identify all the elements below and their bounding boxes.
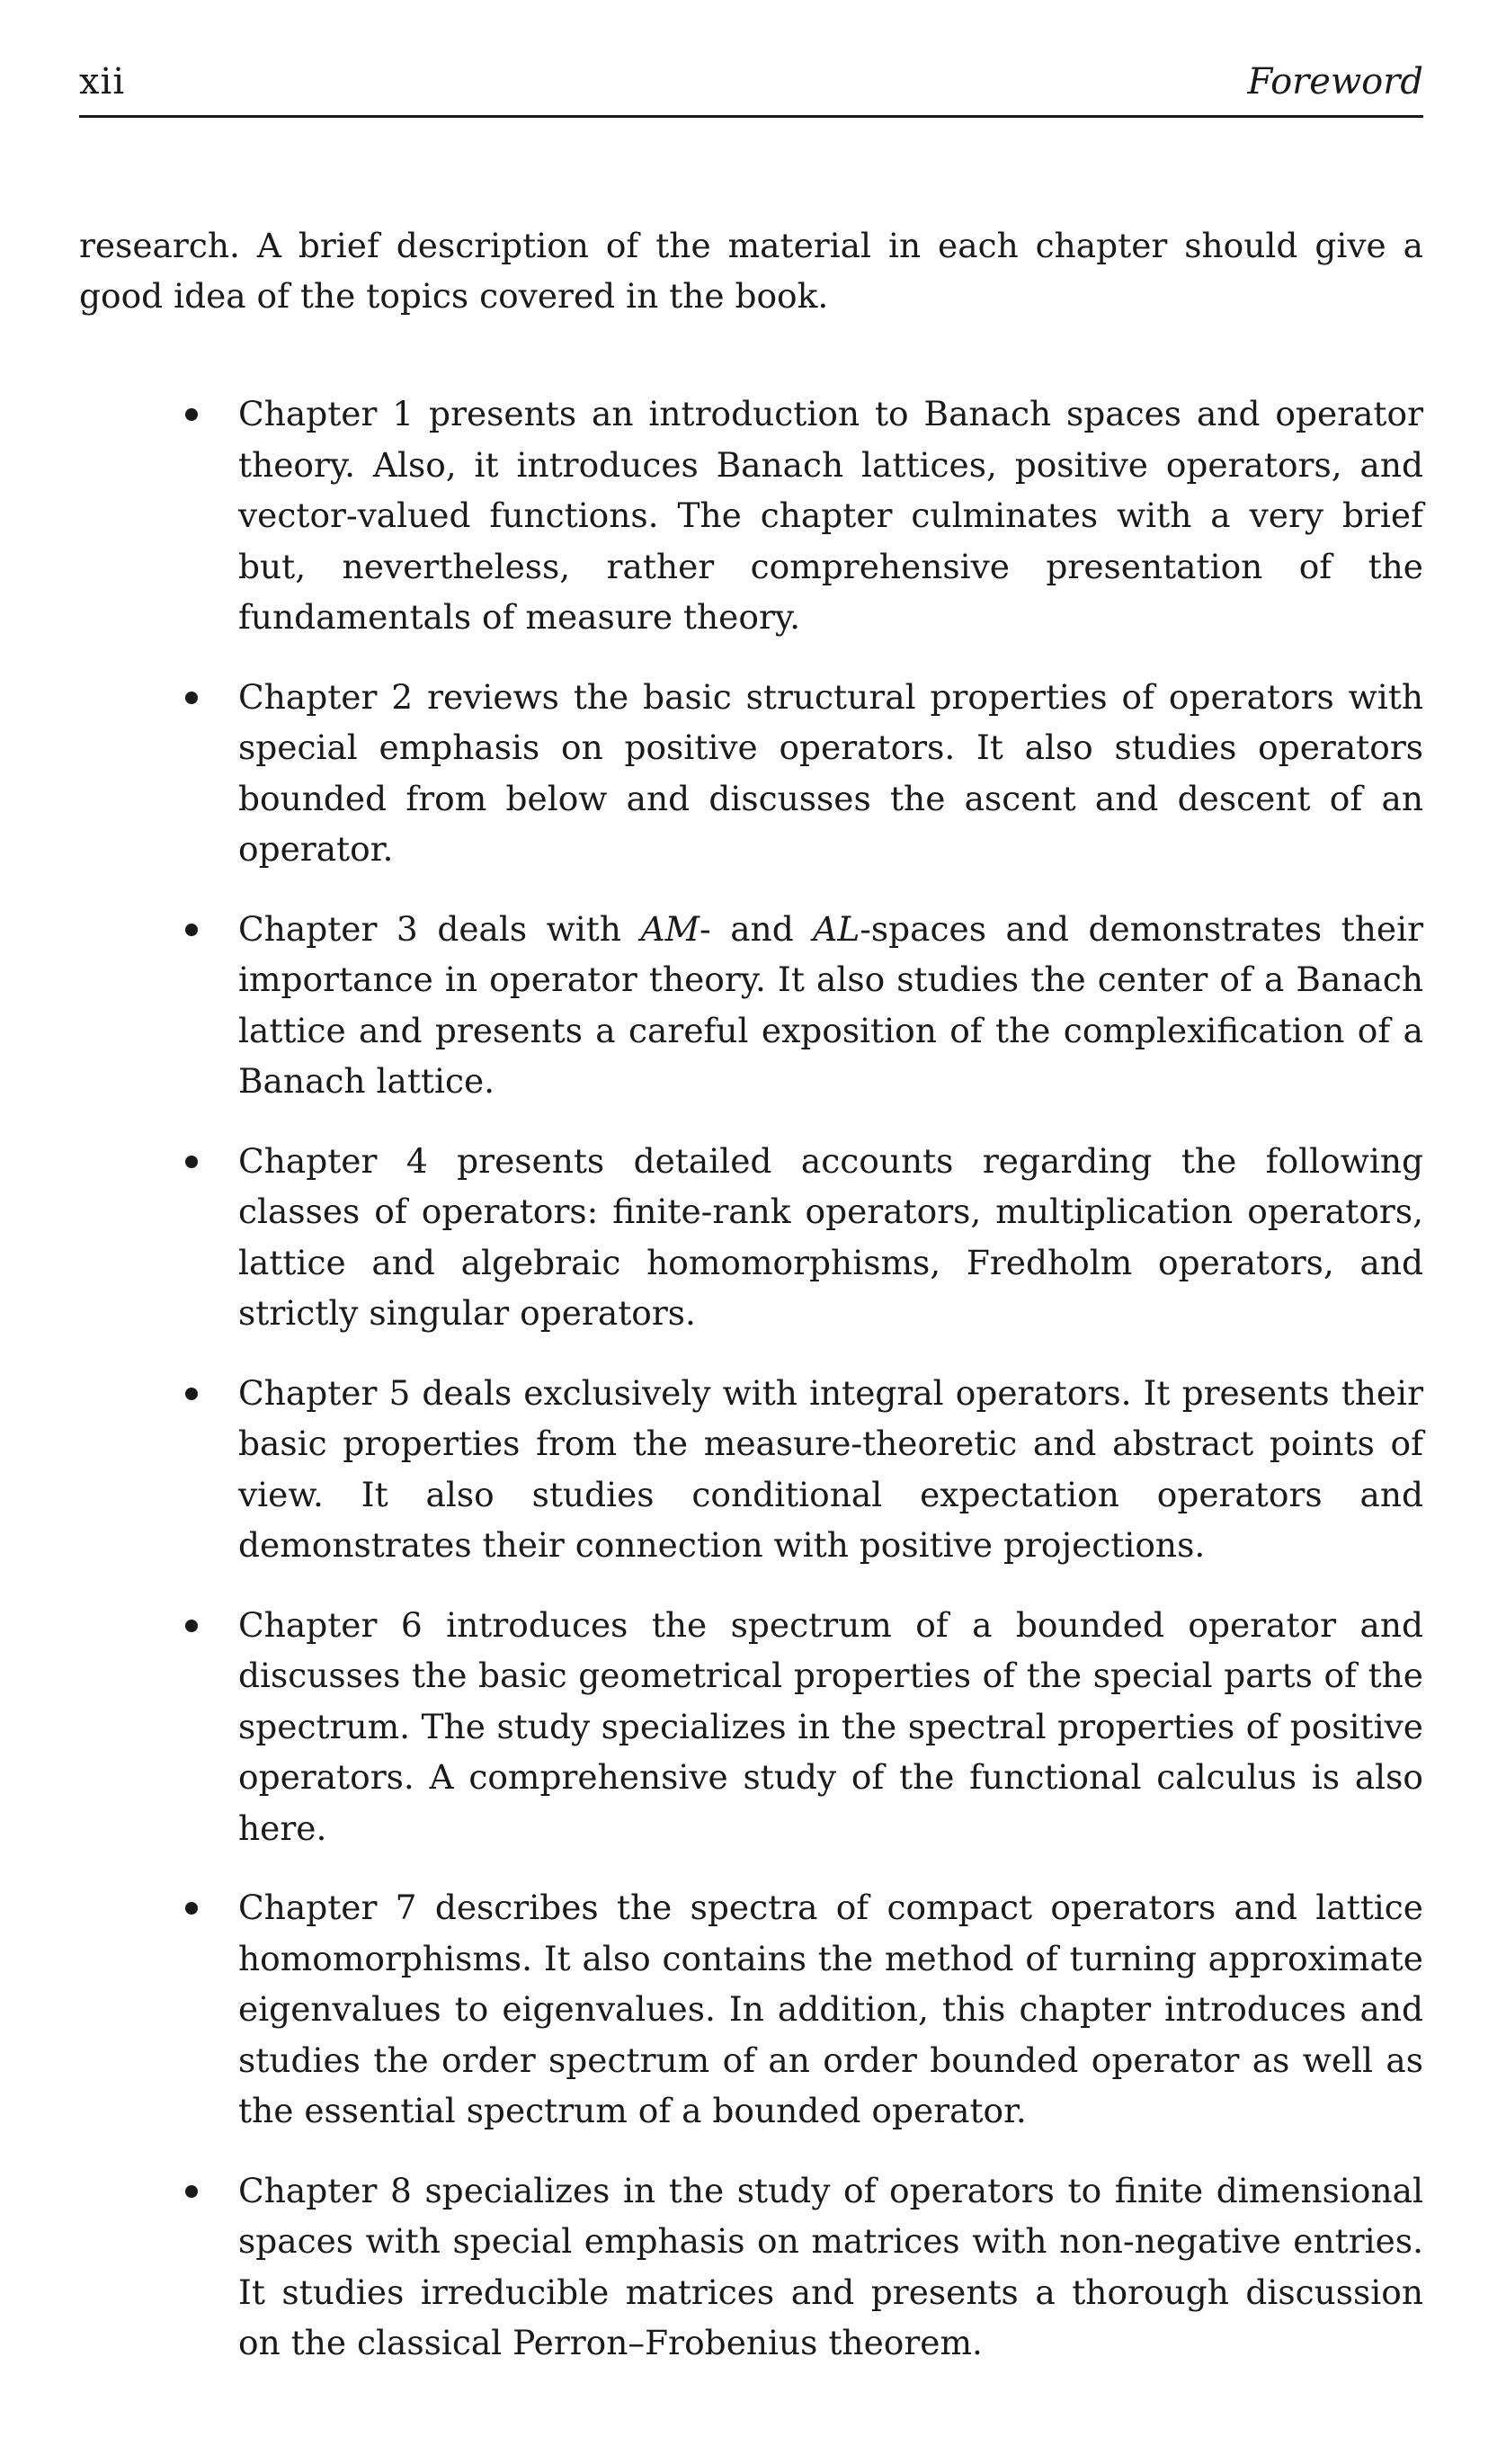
chapter-3-text-mid: - and bbox=[699, 908, 814, 949]
bullet-icon bbox=[185, 1156, 198, 1168]
chapter-8-description: Chapter 8 specializes in the study of operators to finite dimensional spaces with special emphasis on matrices with non-negative entries. It studies irreducible matrices and presents a thorough discussion on the classical Perron–Frobenius theorem. bbox=[238, 2170, 1423, 2362]
chapter-4-description: Chapter 4 presents detailed accounts regarding the following classes of operators: finite-rank operators, multiplication operators, lattice and algebraic homomorphisms, Fredholm operators, and strictly singular operators. bbox=[238, 1140, 1423, 1333]
chapter-4-item bbox=[79, 1136, 1423, 1339]
bullet-icon bbox=[185, 1902, 198, 1915]
chapter-2-item bbox=[79, 672, 1423, 875]
chapter-7-description: Chapter 7 describes the spectra of compact operators and lattice homomorphisms. It also contains the method of turning approximate eigenvalues to eigenvalues. In addition, this chapter introduces and studies the order spectrum of an order bounded operator as well as the essential spectrum of a bounded operator. bbox=[238, 1888, 1423, 2130]
bullet-icon bbox=[185, 408, 198, 421]
chapter-1-item bbox=[79, 388, 1423, 643]
chapter-2-description: Chapter 2 reviews the basic structural properties of operators with special emphasis on positive operators. It also studies operators bounded from below and discusses the ascent and descent of an operator. bbox=[238, 676, 1423, 869]
bullet-icon bbox=[185, 924, 198, 936]
chapter-6-item bbox=[79, 1600, 1423, 1854]
chapter-7-item bbox=[79, 1882, 1423, 2137]
bullet-icon bbox=[185, 692, 198, 704]
running-head bbox=[79, 61, 1423, 115]
bullet-icon bbox=[185, 2185, 198, 2198]
chapter-6-description: Chapter 6 introduces the spectrum of a bounded operator and discusses the basic geometrical properties of the special parts of the spectrum. The study specializes in the spectral properties of positive operators. A comprehensive study of the functional calculus is also here. bbox=[238, 1604, 1423, 1848]
chapter-5-description: Chapter 5 deals exclusively with integral operators. It presents their basic properties from the measure-theoretic and abstract points of view. It also studies conditional expectation operators and demonstrates their connection with positive projections. bbox=[238, 1372, 1423, 1565]
chapter-5-item bbox=[79, 1368, 1423, 1571]
chapter-3-description bbox=[238, 904, 1423, 1107]
bullet-icon bbox=[185, 1620, 198, 1632]
chapter-3-item bbox=[79, 904, 1423, 1107]
chapter-8-item bbox=[79, 2165, 1423, 2369]
chapter-1-description: Chapter 1 presents an introduction to Banach spaces and operator theory. Also, it introduces Banach lattices, positive operators, and vector-valued functions. The chapter culminates with a very brief but, nevertheless, rather comprehensive presentation of the fundamentals of measure theory. bbox=[238, 394, 1423, 637]
chapter-list bbox=[79, 388, 1423, 2397]
header-rule bbox=[79, 115, 1423, 118]
bullet-icon bbox=[185, 1388, 198, 1400]
section-title: Foreword bbox=[1247, 61, 1423, 103]
chapter-3-text-end: -spaces and demonstrates their importance in operator theory. It also studies the center of a Banach lattice and presents a careful exposition of the complexification of a Banach lattice. bbox=[238, 908, 1423, 1101]
chapter-3-text-start: Chapter 3 deals with bbox=[238, 908, 641, 949]
am-space-term: AM bbox=[640, 908, 700, 949]
page-number: xii bbox=[79, 61, 126, 103]
al-space-term: AL bbox=[813, 908, 860, 949]
intro-paragraph: research. A brief description of the material in each chapter should give a good idea of the topics covered in the book. bbox=[79, 226, 1423, 316]
